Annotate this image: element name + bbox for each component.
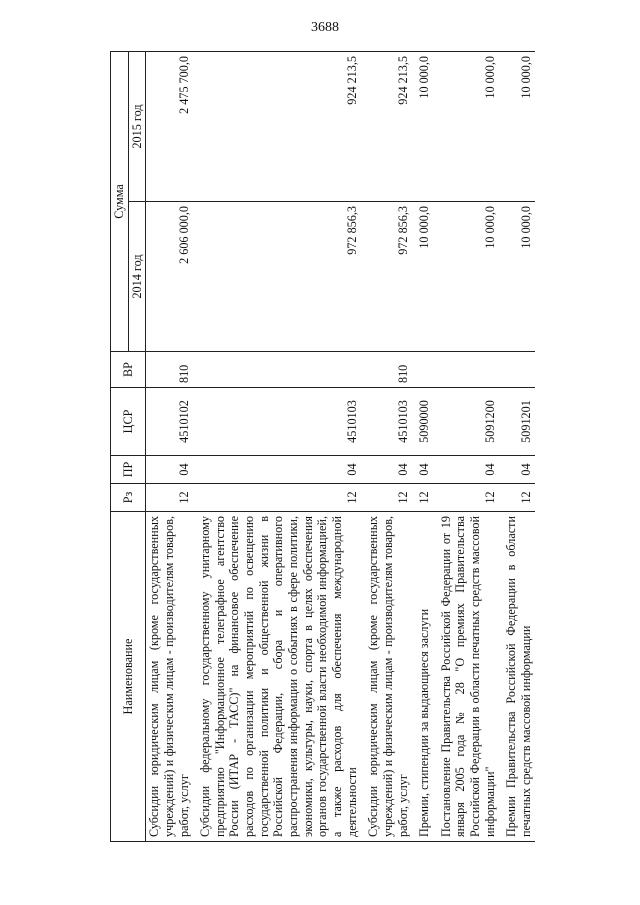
table-row xyxy=(433,51,499,841)
row-csr: 5090000 xyxy=(411,388,433,456)
row-pr: 04 xyxy=(433,456,499,484)
rotated-table-container xyxy=(110,52,585,842)
row-rz: 12 xyxy=(360,484,411,512)
header-csr: ЦСР xyxy=(111,388,146,456)
header-vr: ВР xyxy=(111,352,146,388)
table-row xyxy=(146,51,192,841)
header-sum: Сумма xyxy=(111,51,129,351)
row-csr: 4510103 xyxy=(360,388,411,456)
row-csr: 5091201 xyxy=(498,388,534,456)
row-vr xyxy=(411,352,433,388)
row-2014: 972 856,3 xyxy=(192,202,360,352)
row-name: Постановление Правительства Российской Федерации от 19 января 2005 года № 28 "О премиях Правительства Российской Федерации в области печатных средств массовой информации" xyxy=(433,512,499,842)
row-vr: 810 xyxy=(360,352,411,388)
row-2015: 924 213,5 xyxy=(360,51,411,201)
row-2015: 10 000,0 xyxy=(498,51,534,201)
row-csr: 5091200 xyxy=(433,388,499,456)
row-pr: 04 xyxy=(360,456,411,484)
row-vr: 810 xyxy=(146,352,192,388)
row-2015: 2 475 700,0 xyxy=(146,51,192,201)
header-pr: ПР xyxy=(111,456,146,484)
header-2015: 2015 год xyxy=(128,51,146,201)
row-rz: 12 xyxy=(192,484,360,512)
row-vr xyxy=(433,352,499,388)
row-name: Субсидии юридическим лицам (кроме государственных учреждений) и физическим лицам - производителям товаров, работ, услуг xyxy=(146,512,192,842)
row-csr: 4510103 xyxy=(192,388,360,456)
row-vr xyxy=(192,352,360,388)
row-pr: 04 xyxy=(498,456,534,484)
row-csr: 4510102 xyxy=(146,388,192,456)
row-pr: 04 xyxy=(146,456,192,484)
row-2014: 10 000,0 xyxy=(433,202,499,352)
budget-table xyxy=(110,51,535,842)
header-name: Наименование xyxy=(111,512,146,842)
header-rz: Рз xyxy=(111,484,146,512)
table-row xyxy=(360,51,411,841)
row-name: Субсидии федеральному государственному унитарному предприятию "Информационное телеграфное агентство России (ИТАР - ТАСС)" на финансовое обеспечение расходов по организации мероприятий по освещению государственной политики и общественной жизни в Российской Федерации, сбора и оперативного распространения информации о событиях в сфере политики, экономики, культуры, науки, спорта в целях обеспечения органов государственной власти необходимой информацией, а также расходов для обеспечения международной деятельности xyxy=(192,512,360,842)
row-2014: 10 000,0 xyxy=(411,202,433,352)
row-rz: 12 xyxy=(411,484,433,512)
row-2014: 972 856,3 xyxy=(360,202,411,352)
row-2015: 924 213,5 xyxy=(192,51,360,201)
row-2014: 2 606 000,0 xyxy=(146,202,192,352)
row-name: Премии Правительства Российской Федерации в области печатных средств массовой информации xyxy=(498,512,534,842)
row-rz: 12 xyxy=(433,484,499,512)
row-vr xyxy=(498,352,534,388)
table-row xyxy=(192,51,360,841)
row-rz: 12 xyxy=(146,484,192,512)
row-2015: 10 000,0 xyxy=(411,51,433,201)
row-2015: 10 000,0 xyxy=(433,51,499,201)
row-pr: 04 xyxy=(192,456,360,484)
page-number: 3688 xyxy=(311,20,339,35)
table-row xyxy=(498,51,534,841)
row-2014: 10 000,0 xyxy=(498,202,534,352)
row-pr: 04 xyxy=(411,456,433,484)
row-name: Премии, стипендии за выдающиеся заслуги xyxy=(411,512,433,842)
header-2014: 2014 год xyxy=(128,202,146,352)
table-row xyxy=(411,51,433,841)
row-rz: 12 xyxy=(498,484,534,512)
row-name: Субсидии юридическим лицам (кроме государственных учреждений) и физическим лицам - производителям товаров, работ, услуг xyxy=(360,512,411,842)
